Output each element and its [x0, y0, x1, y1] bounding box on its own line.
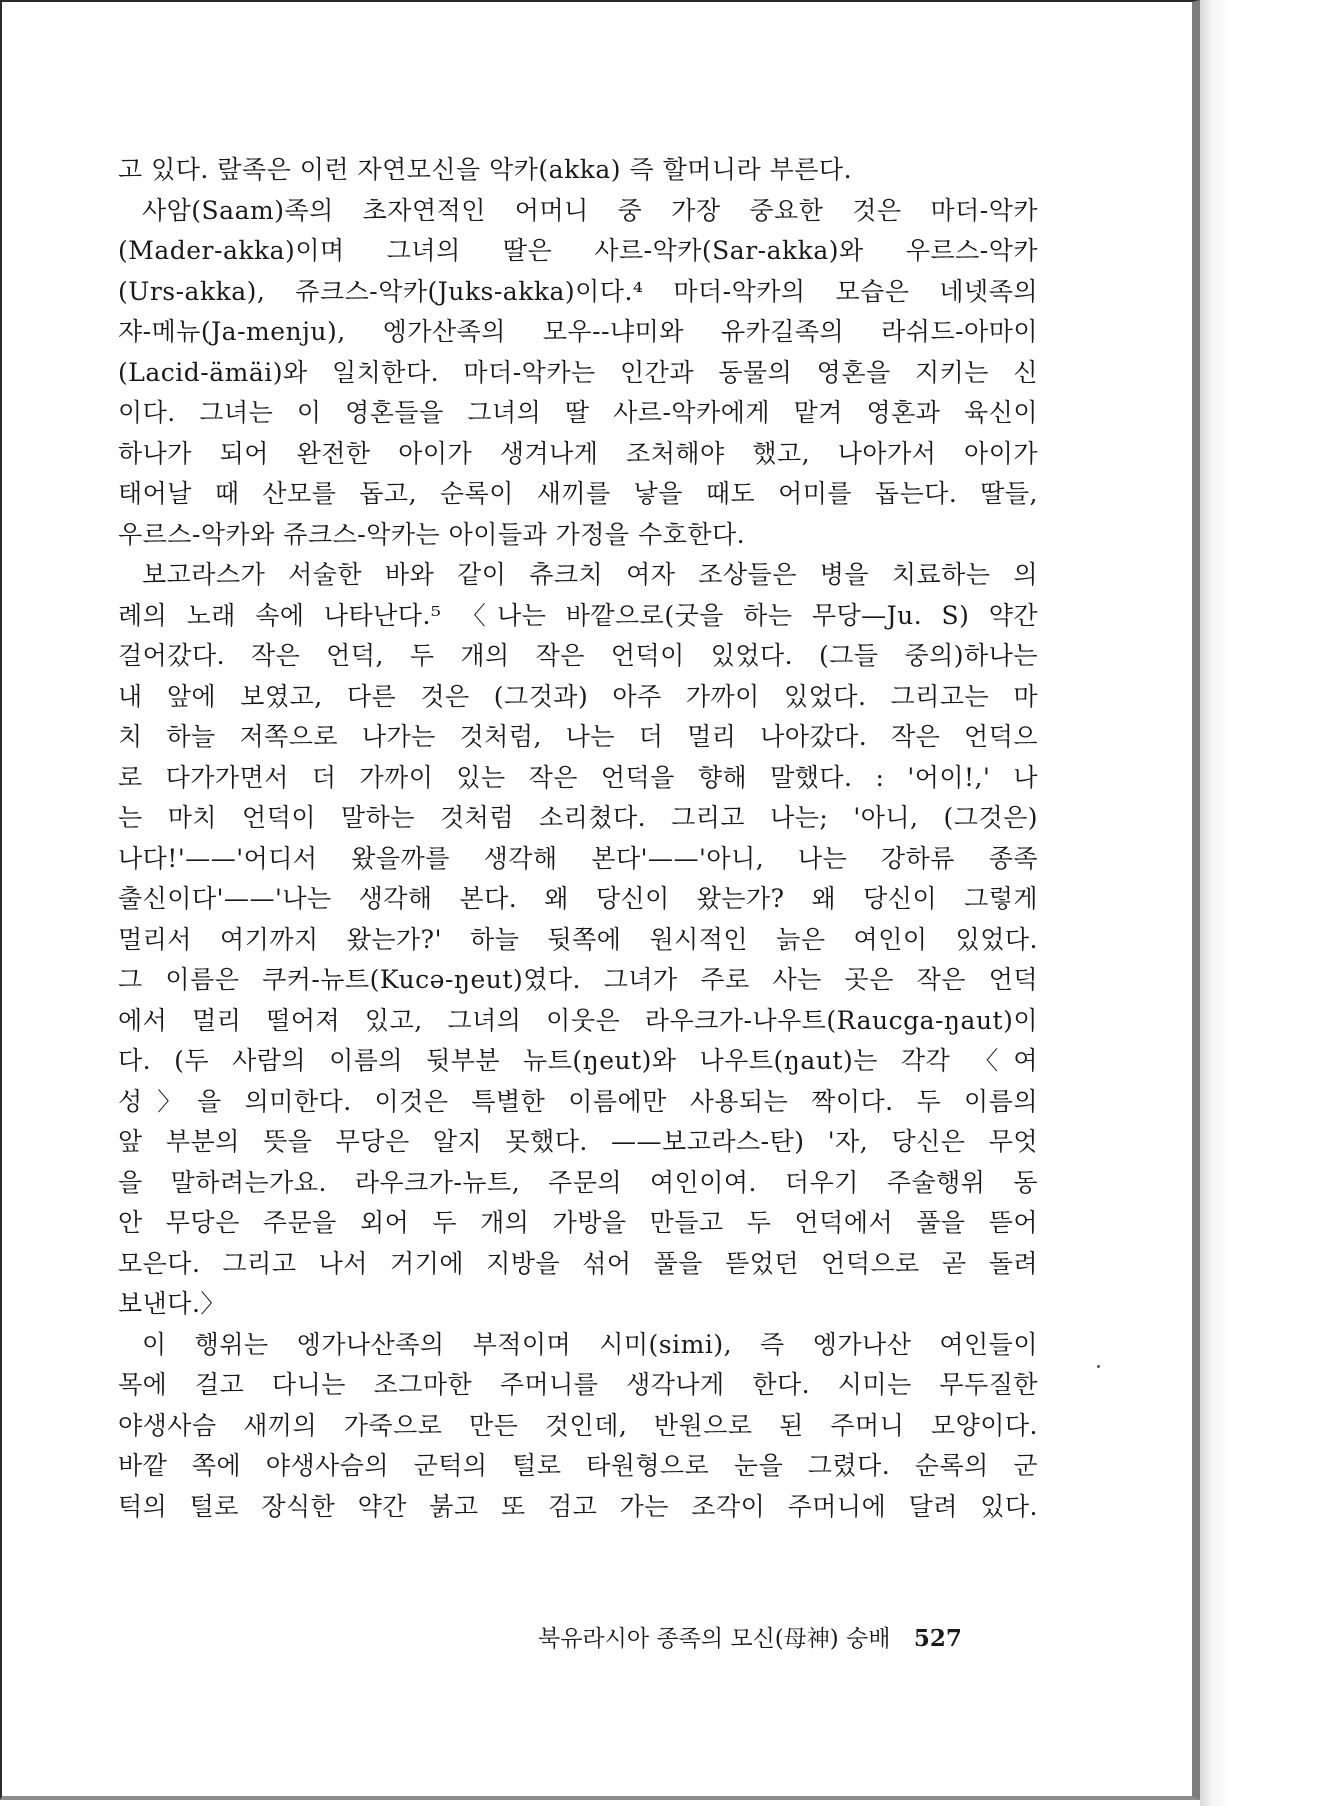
text-line: 보낸다.〉: [118, 1289, 226, 1318]
text-line: 모은다. 그리고 나서 거기에 지방을 섞어 풀을 뜯었던 언덕으로 곧 돌려: [118, 1248, 1038, 1278]
page-number: 527: [913, 1625, 962, 1652]
text-line: 우르스-악카와 쥬크스-악카는 아이들과 가정을 수호한다.: [118, 519, 746, 549]
text-line: 이 행위는 엥가나산족의 부적이며 시미(simi), 즉 엥가나산 여인들이: [142, 1329, 1038, 1359]
text-line: 치 하늘 저쪽으로 나가는 것처럼, 나는 더 멀리 나아갔다. 작은 언덕으: [118, 722, 1038, 751]
text-line: 목에 걸고 다니는 조그마한 주머니를 생각나게 한다. 시미는 무두질한: [118, 1370, 1038, 1399]
text-line: 로 다가가면서 더 가까이 있는 작은 언덕을 향해 말했다. : '어이!,' 나: [118, 762, 1038, 792]
text-line: 다. (두 사람의 이름의 뒷부분 뉴트(ŋeut)와 나우트(ŋaut)는 각각 〈여: [118, 1046, 1038, 1075]
text-line: 걸어갔다. 작은 언덕, 두 개의 작은 언덕이 있었다. (그들 중의)하나는: [118, 641, 1038, 670]
scan-edge-shadow: [1200, 0, 1330, 1806]
text-line: 성〉을 의미한다. 이것은 특별한 이름에만 사용되는 짝이다. 두 이름의: [118, 1086, 1038, 1116]
text-line: 을 말하려는가요. 라우크가-뉴트, 주문의 여인이여. 더우기 주술행위 동: [118, 1167, 1038, 1197]
page-footer: [538, 1620, 962, 1653]
text-line: 안 무당은 주문을 외어 두 개의 가방을 만들고 두 언덕에서 풀을 뜯어: [118, 1208, 1038, 1237]
text-line: 그 이름은 쿠커-뉴트(Kucə-ŋeut)였다. 그녀가 주로 사는 곳은 작은 언덕: [118, 965, 1038, 994]
text-line: 사암(Saam)족의 초자연적인 어머니 중 가장 중요한 것은 마더-악카: [142, 195, 1038, 225]
text-line: 태어날 때 산모를 돕고, 순록이 새끼를 낳을 때도 어미를 돕는다. 딸들,: [118, 479, 1038, 508]
text-line: 바깥 쪽에 야생사슴의 군턱의 털로 타원형으로 눈을 그렸다. 순록의 군: [118, 1451, 1038, 1480]
scan-speck: [1097, 1365, 1100, 1368]
text-line: 에서 멀리 떨어져 있고, 그녀의 이웃은 라우크가-나우트(Raucga-ŋaut)이: [118, 1005, 1038, 1035]
text-line: 멀리서 여기까지 왔는가?' 하늘 뒷쪽에 원시적인 늙은 여인이 있었다.: [118, 924, 1038, 954]
text-line: 나다!'——'어디서 왔을까를 생각해 본다'——'아니, 나는 강하류 종족: [118, 843, 1038, 873]
running-title: 북유라시아 종족의 모신(母神) 숭배: [538, 1626, 891, 1652]
text-line: 내 앞에 보였고, 다른 것은 (그것과) 아주 가까이 있었다. 그리고는 마: [118, 681, 1038, 711]
text-line: 야생사슴 새끼의 가죽으로 만든 것인데, 반원으로 된 주머니 모양이다.: [118, 1410, 1038, 1440]
text-line: 고 있다. 랖족은 이런 자연모신을 악카(akka) 즉 할머니라 부른다.: [118, 155, 853, 184]
text-line: 턱의 털로 장식한 약간 붉고 또 검고 가는 조각이 주머니에 달려 있다.: [118, 1491, 1038, 1521]
text-line: (Lacid-ämäi)와 일치한다. 마더-악카는 인간과 동물의 영혼을 지키는 신: [118, 357, 1038, 387]
text-line: (Mader-akka)이며 그녀의 딸은 사르-악카(Sar-akka)와 우르스-악카: [118, 236, 1038, 265]
text-line: 출신이다'——'나는 생각해 본다. 왜 당신이 왔는가? 왜 당신이 그렇게: [118, 884, 1038, 913]
text-line: 하나가 되어 완전한 아이가 생겨나게 조처해야 했고, 나아가서 아이가: [118, 438, 1038, 468]
text-line: 쟈-메뉴(Ja-menju), 엥가산족의 모우--냐미와 유카길족의 라쉬드-아마이: [118, 317, 1038, 346]
text-line: 는 마치 언덕이 말하는 것처럼 소리쳤다. 그리고 나는; '아니, (그것은): [118, 803, 1038, 832]
text-line: 앞 부분의 뜻을 무당은 알지 못했다. ——보고라스-탄) '자, 당신은 무엇: [118, 1127, 1038, 1156]
text-line: (Urs-akka), 쥬크스-악카(Juks-akka)이다.⁴ 마더-악카의 모습은 네넷족의: [118, 276, 1038, 306]
body-text: [118, 150, 1038, 1527]
text-line: 이다. 그녀는 이 영혼들을 그녀의 딸 사르-악카에게 맡겨 영혼과 육신이: [118, 398, 1038, 427]
text-line: 례의 노래 속에 나타난다.⁵ 〈나는 바깥으로(굿을 하는 무당—Ju. S) 약간: [118, 600, 1038, 630]
text-line: 보고라스가 서술한 바와 같이 츄크치 여자 조상들은 병을 치료하는 의: [142, 560, 1038, 589]
